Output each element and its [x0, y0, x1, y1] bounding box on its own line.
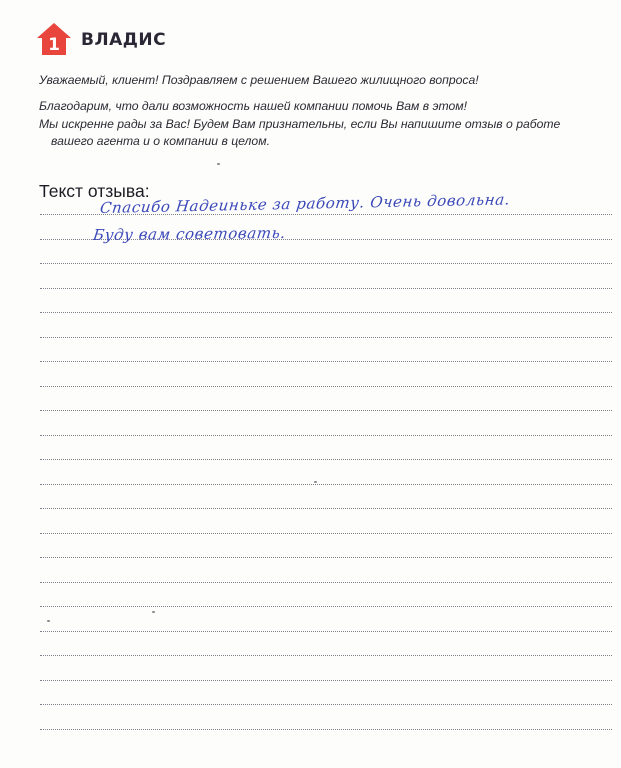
- ruled-line: [40, 361, 612, 362]
- ruled-line: [40, 582, 612, 583]
- brand-logo: [36, 22, 166, 56]
- ruled-line: [40, 508, 612, 509]
- ruled-line: [40, 533, 612, 534]
- ruled-line: [40, 312, 612, 313]
- ruled-line: [40, 484, 612, 485]
- thanks-line-3: вашего агента и о компании в целом.: [51, 134, 270, 148]
- ruled-line: [40, 288, 612, 289]
- review-heading: Текст отзыва:: [39, 181, 150, 201]
- ruled-lines: [40, 214, 612, 754]
- ruled-line: [40, 680, 612, 681]
- ruled-line: [40, 631, 612, 632]
- house-logo-icon: [36, 22, 72, 56]
- greeting-text: [39, 72, 609, 90]
- handwritten-line-2: Буду вам советовать.: [92, 223, 288, 244]
- paper-speck: [152, 611, 155, 613]
- ruled-line: [40, 263, 612, 264]
- ruled-line: [40, 435, 612, 436]
- paper-speck: [314, 481, 317, 483]
- logo-badge-digit: 1: [48, 35, 60, 55]
- thanks-line-2: Мы искренне рады за Вас! Будем Вам признательны, если Вы напишите отзыв о работе: [39, 116, 561, 131]
- ruled-line: [40, 386, 612, 387]
- ruled-line: [40, 459, 612, 460]
- ruled-line: [40, 337, 612, 338]
- thanks-paragraph: [39, 98, 609, 151]
- greeting-line: Уважаемый, клиент! Поздравляем с решением Вашего жилищного вопроса!: [39, 73, 479, 87]
- ruled-line: [40, 655, 612, 656]
- paper-speck: [217, 163, 220, 165]
- ruled-line: [40, 729, 612, 730]
- handwritten-line-1: Спасибо Надеиньке за работу. Очень довольна.: [99, 190, 512, 217]
- ruled-line: [40, 704, 612, 705]
- ruled-line: [40, 557, 612, 558]
- thanks-line-1: Благодарим, что дали возможность нашей компании помочь Вам в этом!: [39, 99, 468, 113]
- ruled-line: [40, 410, 612, 411]
- brand-name: ВЛАДИС: [81, 30, 167, 50]
- paper-speck: [47, 620, 50, 622]
- ruled-line: [40, 606, 612, 607]
